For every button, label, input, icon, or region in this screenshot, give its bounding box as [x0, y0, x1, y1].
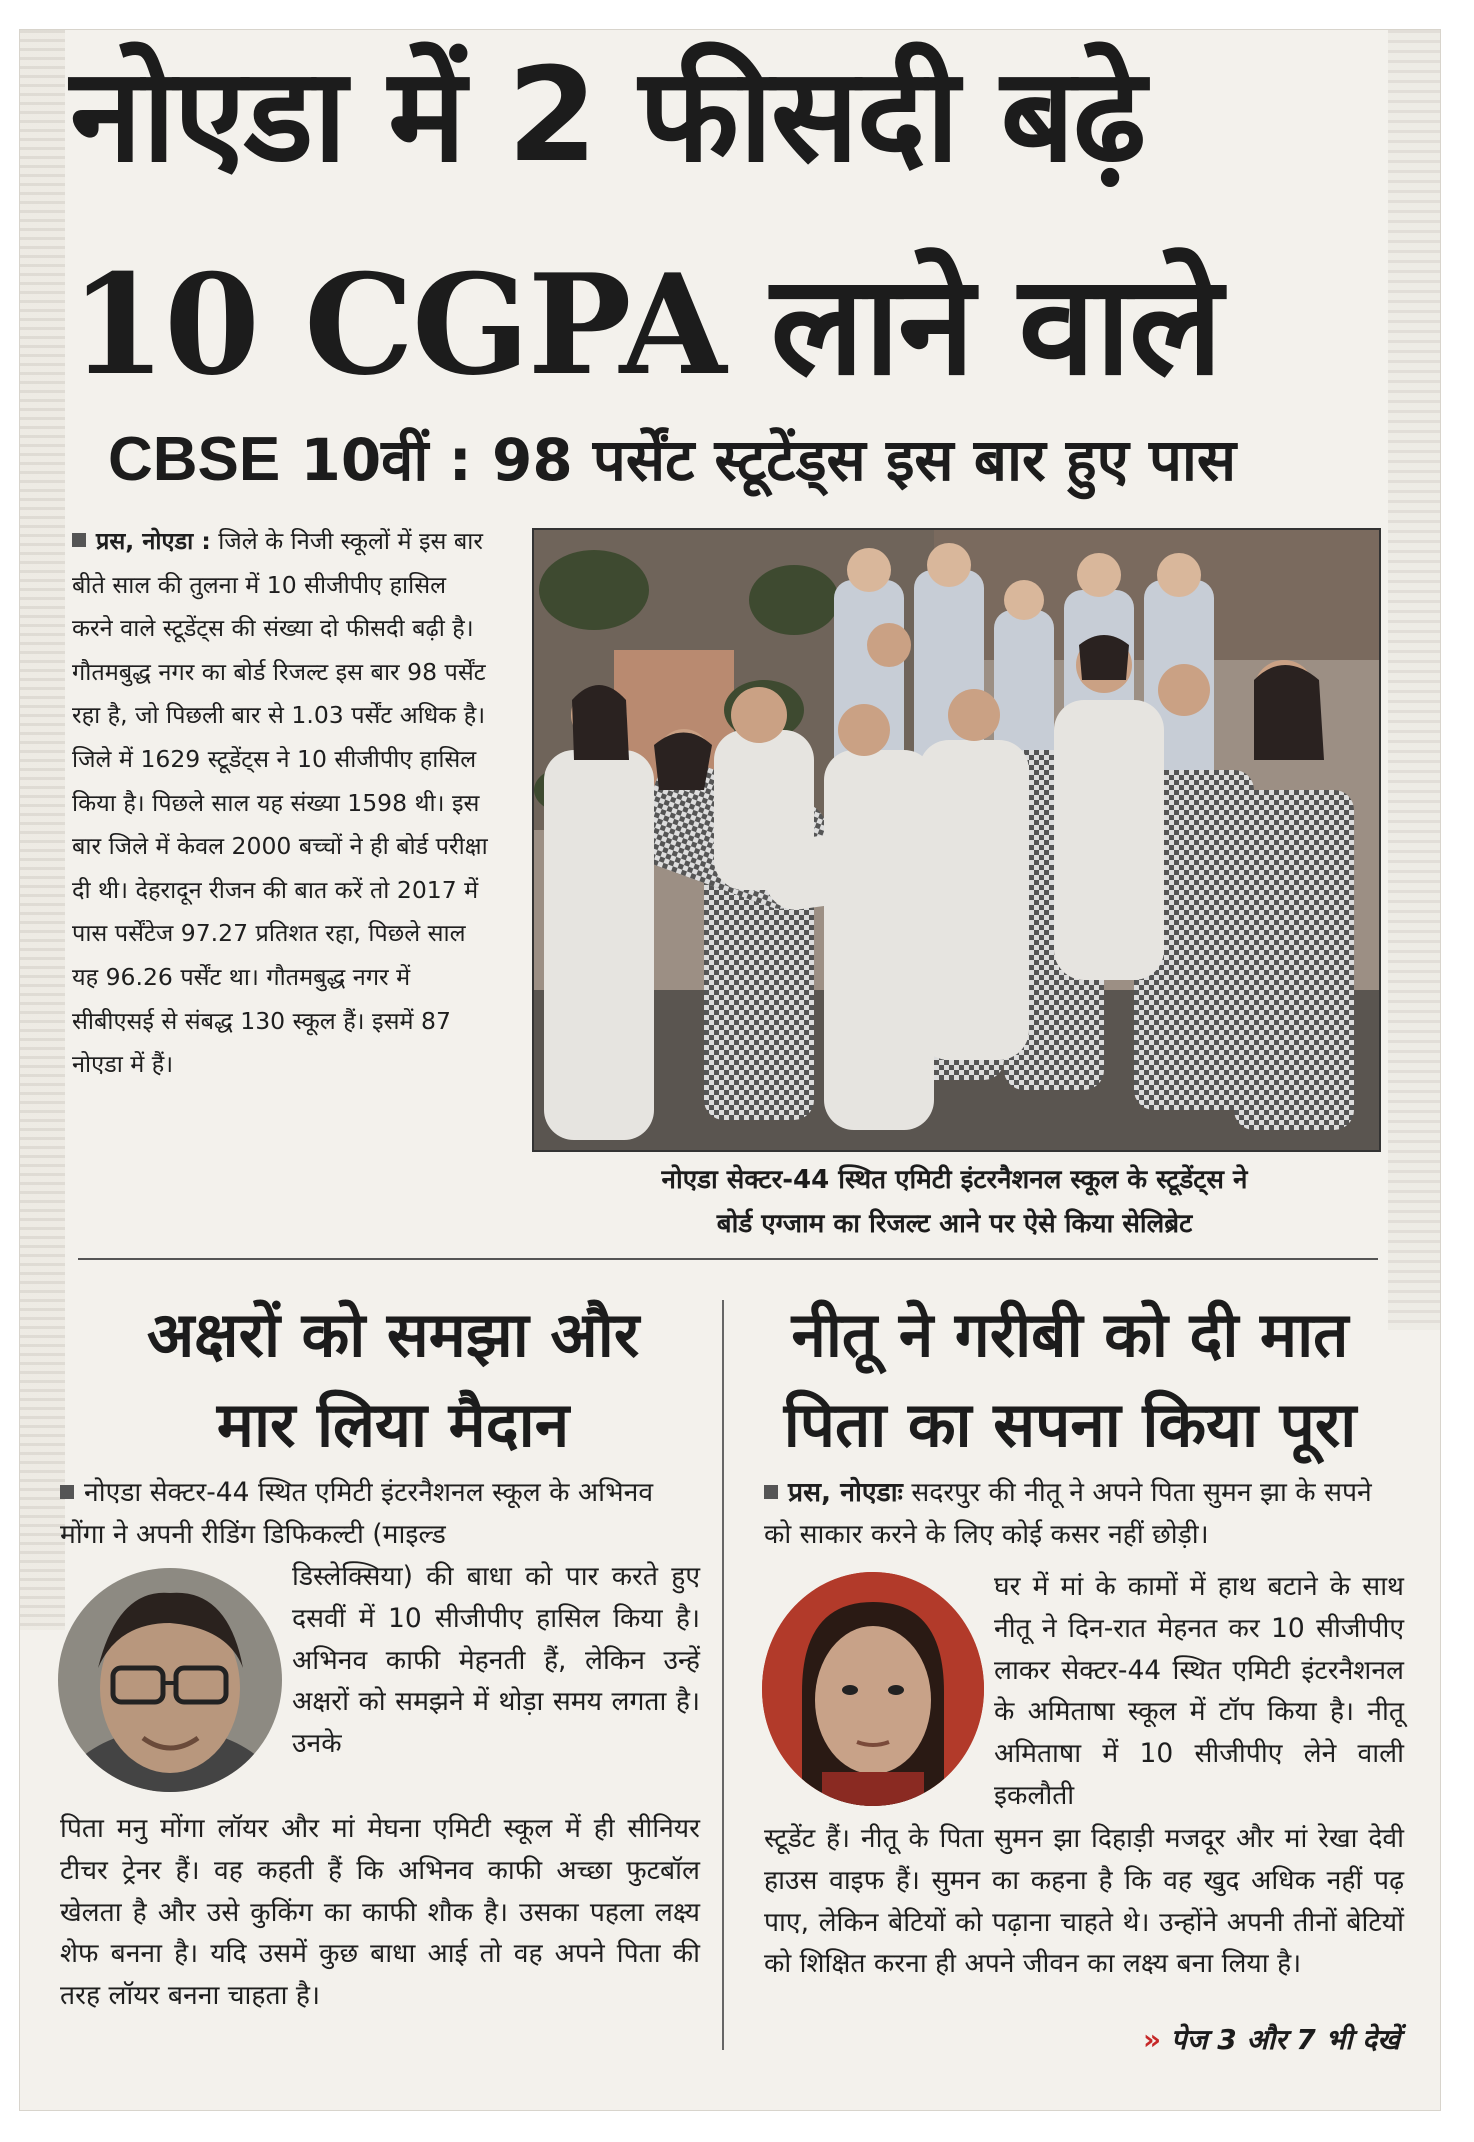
- neetu-portrait: [762, 1572, 984, 1806]
- headline-cgpa: 10 CGPA: [70, 243, 725, 406]
- page-reference: [1120, 2020, 1400, 2058]
- left-story-intro: [60, 1472, 700, 1556]
- adjacent-column-bleed-right: [1388, 30, 1440, 1330]
- left-story-headline-line-1: अक्षरों को समझा और: [146, 1298, 640, 1371]
- lead-story-text: जिले के निजी स्कूलों में इस बार बीते साल की तुलना में 10 सीजीपीए हासिल करने वाले स्टूडेंट्स की संख्या दो फीसदी बढ़ी है। गौतमबुद्ध नगर का बोर्ड रिजल्ट इस बार 98 पर्सेंट रहा है, जो पिछली बार से 1.03 पर्सेंट अधिक है। जिले में 1629 स्टूडेंट्स ने 10 सीजीपीए हासिल किया है। पिछले साल यह संख्या 1598 थी। इस बार जिले में केवल 2000 बच्चों ने ही बोर्ड परीक्षा दी थी। देहरादून रीजन की बात करें तो 2017 में पास पर्सेंटेज 97.27 प्रतिशत रहा, पिछले साल यह 96.26 पर्सेंट था। गौतमबुद्ध नगर में सीबीएसई से संबद्ध 130 स्कूल हैं। इसमें 87 नोएडा में हैं।: [72, 527, 488, 1079]
- headline-line-2-suffix: लाने वाले: [724, 245, 1221, 406]
- subheadline: [108, 425, 1408, 495]
- page-reference-label: पेज 3 और 7 भी देखें: [1170, 2023, 1400, 2056]
- abhinav-portrait: [58, 1568, 282, 1792]
- adjacent-column-bleed-left: [20, 30, 65, 1630]
- right-story-wrap: घर में मां के कामों में हाथ बटाने के साथ नीतू ने दिन-रात मेहनत कर 10 सीजीपीए लाकर सेक्टर-44 स्थित एमिटी इंटरनैशनल के अमिताषा स्कूल में टॉप किया है। नीतू अमिताषा में 10 सीजीपीए लेने वाली इकलौती: [994, 1571, 1404, 1811]
- photo-caption-line-1: नोएडा सेक्टर-44 स्थित एमिटी इंटरनैशनल स्कूल के स्टूडेंट्स ने: [661, 1165, 1248, 1195]
- right-story-headline-line-1: नीतू ने गरीबी को दी मात: [791, 1298, 1349, 1371]
- page-reference-text: [1143, 2023, 1400, 2056]
- left-story-headline-line-2: मार लिया मैदान: [216, 1388, 570, 1461]
- left-story-rest: पिता मनु मोंगा लॉयर और मां मेघना एमिटी स्कूल में ही सीनियर टीचर ट्रेनर हैं। वह कहती हैं कि अभिनव काफी अच्छा फुटबॉल खेलता है और उसे कुकिंग का काफी शौक है। उसका पहला लक्ष्य शेफ बनना है। यदि उसमें कुछ बाधा आई तो वह अपने पिता की तरह लॉयर बनना चाहता है।: [60, 1813, 700, 2012]
- neetu-portrait-illustration: [762, 1572, 984, 1806]
- photo-caption-line-2: बोर्ड एग्जाम का रिजल्ट आने पर ऐसे किया सेलिब्रेट: [716, 1209, 1193, 1239]
- section-divider-horizontal: [78, 1258, 1378, 1260]
- right-story-intro-text: सदरपुर की नीतू ने अपने पिता सुमन झा के सपने को साकार करने के लिए कोई कसर नहीं छोड़ी।: [764, 1477, 1372, 1550]
- bullet-icon: [764, 1485, 778, 1499]
- lead-story-body: [72, 520, 492, 1087]
- bullet-icon: [72, 533, 86, 547]
- section-divider-vertical: [722, 1300, 724, 2050]
- left-story-intro-text: नोएडा सेक्टर-44 स्थित एमिटी इंटरनैशनल स्कूल के अभिनव मोंगा ने अपनी रीडिंग डिफिकल्टी (माइल्ड: [60, 1477, 654, 1550]
- photo-illustration: [534, 530, 1379, 1150]
- right-story-headline-line-2: पिता का सपना किया पूरा: [783, 1388, 1357, 1461]
- students-celebration-photo: [532, 528, 1381, 1152]
- headline-line-2: [70, 243, 1400, 406]
- double-arrow-icon: »: [1142, 2023, 1162, 2056]
- lead-story-dateline: प्रस, नोएडा :: [96, 527, 211, 555]
- headline-line-1: नोएडा में 2 फीसदी बढ़े: [70, 39, 1145, 191]
- bullet-icon: [60, 1485, 74, 1499]
- right-story-intro: [764, 1472, 1404, 1556]
- right-story-rest: स्टूडेंट हैं। नीतू के पिता सुमन झा दिहाड़ी मजदूर और मां रेखा देवी हाउस वाइफ हैं। सुमन का कहना है कि वह खुद अधिक नहीं पढ़ पाए, लेकिन बेटियों को पढ़ाना चाहते थे। उन्होंने अपनी तीनों बेटियों को शिक्षित करना ही अपने जीवन का लक्ष्य बना लिया है।: [764, 1823, 1404, 1980]
- right-story-dateline: प्रस, नोएडाः: [788, 1477, 903, 1508]
- left-story-wrap: डिस्लेक्सिया) की बाधा को पार करते हुए दसवीं में 10 सीजीपीए हासिल किया है। अभिनव काफी मेहनती हैं, लेकिन उन्हें अक्षरों को समझने में थोड़ा समय लगता है। उनके: [292, 1561, 700, 1760]
- subheadline-text: 10वीं : 98 पर्सेंट स्टूटेंड्स इस बार हुए पास: [280, 426, 1237, 494]
- abhinav-portrait-illustration: [58, 1568, 282, 1792]
- photo-caption: [532, 1158, 1377, 1246]
- subheadline-tag: CBSE: [108, 425, 281, 494]
